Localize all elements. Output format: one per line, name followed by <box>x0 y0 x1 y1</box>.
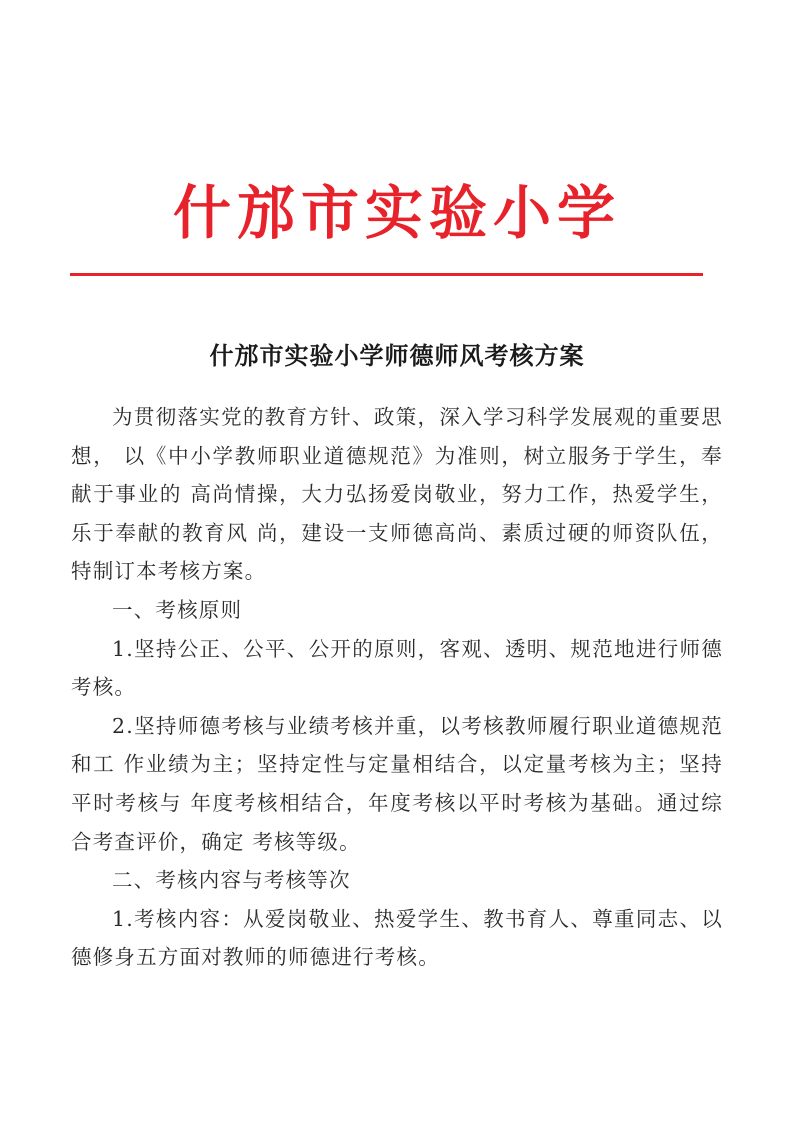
principle-item-2: 2.坚持师德考核与业绩考核并重，以考核教师履行职业道德规范和工 作业绩为主；坚持定性与定量相结合，以定量考核为主；坚持平时考核与 年度考核相结合，年度考核以平时考核为基础。通过综合考查评价，确定 考核等级。 <box>71 713 723 854</box>
letterhead-divider <box>70 273 703 276</box>
section-heading-content: 二、考核内容与考核等次 <box>112 868 351 893</box>
intro-paragraph: 为贯彻落实党的教育方针、政策，深入学习科学发展观的重要思想， 以《中小学教师职业道德规范》为准则，树立服务于学生，奉献于事业的 高尚情操，大力弘扬爱岗敬业，努力工作，热爱学生，乐于奉献的教育风 尚，建设一支师德高尚、素质过硬的师资队伍，特制订本考核方案。 <box>71 405 723 584</box>
section-heading-principles: 一、考核原则 <box>112 597 243 622</box>
content-item-1: 1.考核内容：从爱岗敬业、热爱学生、教书育人、尊重同志、以德修身五方面对教师的师德进行考核。 <box>71 906 723 970</box>
document-title: 什邡市实验小学师德师风考核方案 <box>209 341 585 370</box>
school-letterhead-title: 什邡市实验小学 <box>172 179 621 247</box>
principle-item-1: 1.坚持公正、公平、公开的原则，客观、透明、规范地进行师德考核。 <box>71 636 723 700</box>
document-body <box>71 398 723 977</box>
